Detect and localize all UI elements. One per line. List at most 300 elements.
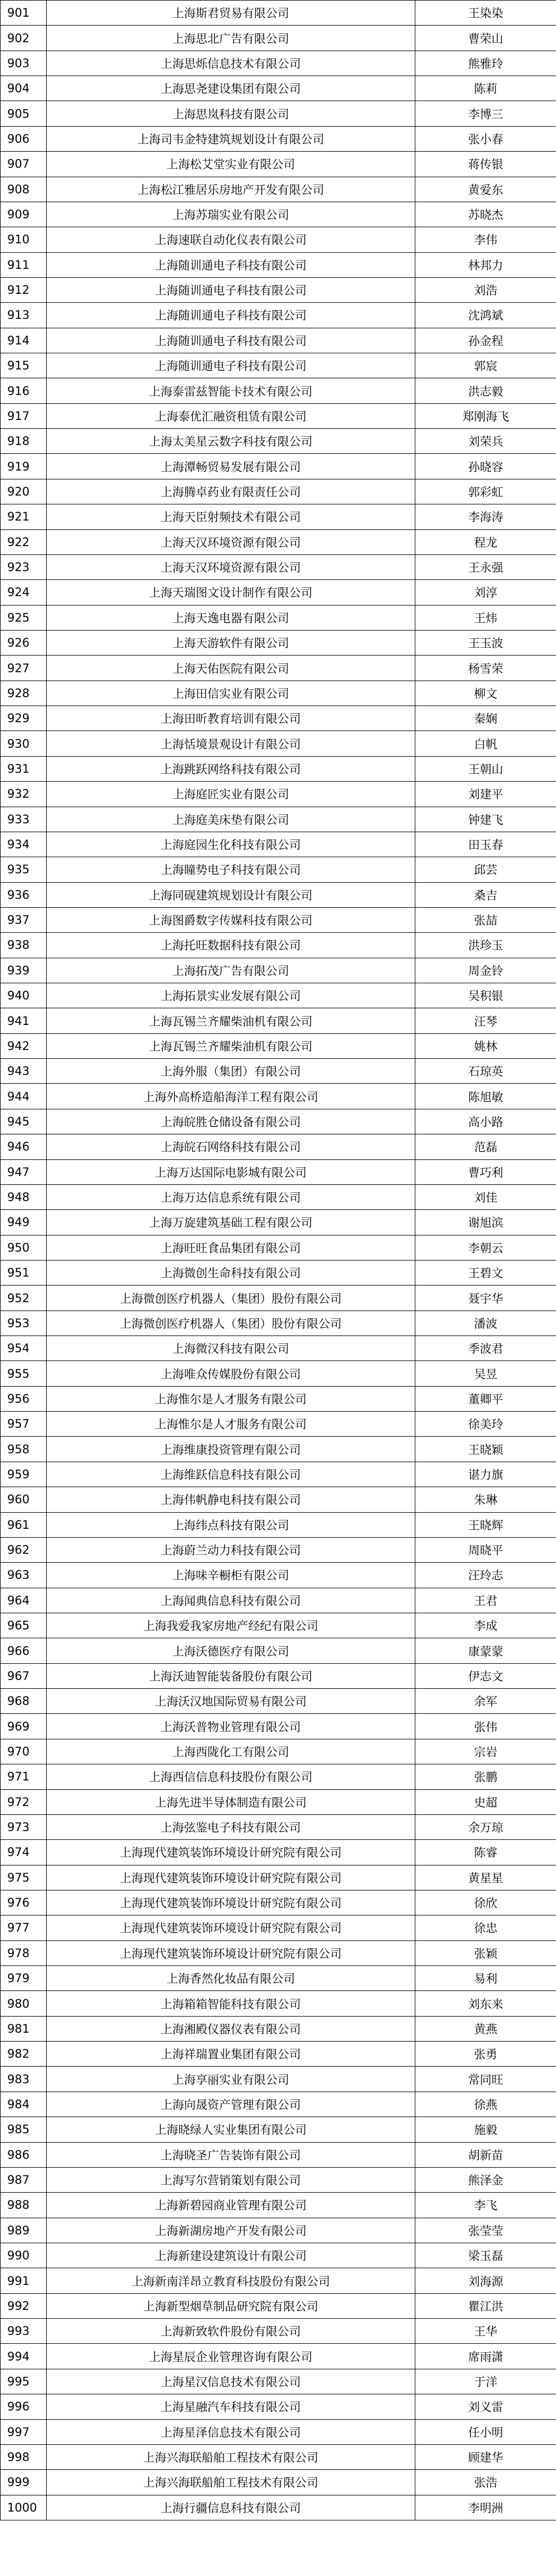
row-number-cell: 918: [1, 429, 47, 454]
row-number-cell: 984: [1, 2092, 47, 2117]
company-name-cell: 上海速联自动化仪表有限公司: [47, 227, 415, 252]
table-row: [1, 2142, 556, 2167]
company-name-cell: 上海新致软件股份有限公司: [47, 2319, 415, 2344]
contact-name-cell: 桑吉: [415, 882, 556, 907]
table-row: [1, 656, 556, 681]
table-row: [1, 857, 556, 882]
company-name-cell: 上海祥瑞置业集团有限公司: [47, 2042, 415, 2067]
company-name-cell: 上海随训通电子科技有限公司: [47, 353, 415, 378]
contact-name-cell: 杨雪荣: [415, 656, 556, 681]
row-number-cell: 952: [1, 1286, 47, 1310]
table-row: [1, 2268, 556, 2293]
contact-name-cell: 潘波: [415, 1310, 556, 1335]
contact-name-cell: 陈莉: [415, 76, 556, 101]
company-name-cell: 上海思尧建设集团有限公司: [47, 76, 415, 101]
table-row: [1, 1134, 556, 1159]
company-name-cell: 上海斯君贸易有限公司: [47, 1, 415, 26]
table-row: [1, 1437, 556, 1462]
row-number-cell: 982: [1, 2042, 47, 2067]
row-number-cell: 1000: [1, 2495, 47, 2520]
row-number-cell: 905: [1, 101, 47, 126]
table-row: [1, 882, 556, 907]
contact-name-cell: 秦娴: [415, 706, 556, 731]
row-number-cell: 912: [1, 277, 47, 302]
table-row: [1, 1739, 556, 1764]
contact-name-cell: 谌力旗: [415, 1462, 556, 1487]
table-row: [1, 1714, 556, 1739]
contact-name-cell: 席雨潇: [415, 2344, 556, 2369]
contact-name-cell: 史超: [415, 1789, 556, 1814]
table-row: [1, 2369, 556, 2394]
table-row: [1, 2470, 556, 2495]
table-row: [1, 907, 556, 932]
company-name-cell: 上海随训通电子科技有限公司: [47, 328, 415, 353]
contact-name-cell: 王玉波: [415, 630, 556, 655]
table-row: [1, 2067, 556, 2092]
contact-name-cell: 程龙: [415, 529, 556, 554]
table-row: [1, 252, 556, 277]
table-row: [1, 328, 556, 353]
contact-name-cell: 郭彩虹: [415, 479, 556, 504]
row-number-cell: 943: [1, 1059, 47, 1084]
row-number-cell: 941: [1, 1008, 47, 1033]
row-number-cell: 910: [1, 227, 47, 252]
row-number-cell: 989: [1, 2218, 47, 2243]
company-name-cell: 上海湘殿仪器仪表有限公司: [47, 2016, 415, 2041]
contact-name-cell: 徐忠: [415, 1915, 556, 1940]
row-number-cell: 995: [1, 2369, 47, 2394]
row-number-cell: 970: [1, 1739, 47, 1764]
row-number-cell: 924: [1, 580, 47, 605]
table-row: [1, 1512, 556, 1537]
contact-name-cell: 伊志文: [415, 1663, 556, 1688]
table-row: [1, 1689, 556, 1714]
row-number-cell: 959: [1, 1462, 47, 1487]
row-number-cell: 964: [1, 1588, 47, 1613]
company-name-cell: 上海闻典信息科技有限公司: [47, 1588, 415, 1613]
company-name-cell: 上海兴海联船舶工程技术有限公司: [47, 2444, 415, 2469]
contact-name-cell: 聂宇华: [415, 1286, 556, 1310]
company-name-cell: 上海皖石网络科技有限公司: [47, 1134, 415, 1159]
contact-name-cell: 孙晓容: [415, 454, 556, 479]
table-row: [1, 1915, 556, 1940]
table-row: [1, 2419, 556, 2444]
company-name-cell: 上海瞳势电子科技有限公司: [47, 857, 415, 882]
table-row: [1, 429, 556, 454]
contact-name-cell: 黄星星: [415, 1865, 556, 1890]
contact-name-cell: 洪志毅: [415, 378, 556, 403]
company-name-cell: 上海现代建筑装饰环境设计研究院有限公司: [47, 1915, 415, 1940]
contact-name-cell: 田玉春: [415, 832, 556, 857]
table-row: [1, 2117, 556, 2142]
contact-name-cell: 吴昱: [415, 1361, 556, 1386]
company-name-cell: 上海天瑞图文设计制作有限公司: [47, 580, 415, 605]
company-name-cell: 上海司韦金特建筑规划设计有限公司: [47, 126, 415, 151]
company-name-cell: 上海先进半导体制造有限公司: [47, 1789, 415, 1814]
row-number-cell: 969: [1, 1714, 47, 1739]
company-name-cell: 上海天逸电器有限公司: [47, 605, 415, 630]
table-row: [1, 529, 556, 554]
row-number-cell: 954: [1, 1336, 47, 1361]
row-number-cell: 915: [1, 353, 47, 378]
contact-name-cell: 白帆: [415, 731, 556, 756]
table-row: [1, 2394, 556, 2419]
table-row: [1, 681, 556, 706]
row-number-cell: 903: [1, 51, 47, 76]
table-row: [1, 1840, 556, 1865]
company-name-cell: 上海皖胜仓储设备有限公司: [47, 1109, 415, 1134]
contact-name-cell: 于洋: [415, 2369, 556, 2394]
table-row: [1, 1814, 556, 1839]
row-number-cell: 956: [1, 1386, 47, 1411]
table-row: [1, 630, 556, 655]
row-number-cell: 934: [1, 832, 47, 857]
row-number-cell: 974: [1, 1840, 47, 1865]
company-name-cell: 上海思烁信息技术有限公司: [47, 51, 415, 76]
row-number-cell: 946: [1, 1134, 47, 1159]
company-name-cell: 上海沃汉地国际贸易有限公司: [47, 1689, 415, 1714]
contact-name-cell: 熊雅玲: [415, 51, 556, 76]
company-name-cell: 上海维康投资管理有限公司: [47, 1437, 415, 1462]
company-name-cell: 上海西陇化工有限公司: [47, 1739, 415, 1764]
row-number-cell: 937: [1, 907, 47, 932]
company-name-cell: 上海新湖房地产开发有限公司: [47, 2218, 415, 2243]
contact-name-cell: 王君: [415, 1588, 556, 1613]
company-name-cell: 上海托旺数据科技有限公司: [47, 933, 415, 958]
table-row: [1, 378, 556, 403]
contact-name-cell: 张莹莹: [415, 2218, 556, 2243]
row-number-cell: 994: [1, 2344, 47, 2369]
table-row: [1, 731, 556, 756]
table-row: [1, 303, 556, 328]
row-number-cell: 975: [1, 1865, 47, 1890]
row-number-cell: 972: [1, 1789, 47, 1814]
contact-name-cell: 李博三: [415, 101, 556, 126]
table-row: [1, 1310, 556, 1335]
company-name-cell: 上海现代建筑装饰环境设计研究院有限公司: [47, 1865, 415, 1890]
table-row: [1, 152, 556, 177]
contact-name-cell: 刘淳: [415, 580, 556, 605]
contact-name-cell: 余万琼: [415, 1814, 556, 1839]
contact-name-cell: 王朝山: [415, 756, 556, 781]
row-number-cell: 976: [1, 1890, 47, 1915]
contact-name-cell: 张鹏: [415, 1764, 556, 1789]
contact-name-cell: 吴积银: [415, 983, 556, 1008]
row-number-cell: 931: [1, 756, 47, 781]
row-number-cell: 921: [1, 504, 47, 529]
row-number-cell: 963: [1, 1563, 47, 1588]
contact-name-cell: 李海涛: [415, 504, 556, 529]
table-row: [1, 983, 556, 1008]
contact-name-cell: 周金铃: [415, 958, 556, 983]
company-name-cell: 上海松江雅居乐房地产开发有限公司: [47, 177, 415, 202]
table-row: [1, 706, 556, 731]
row-number-cell: 919: [1, 454, 47, 479]
company-name-cell: 上海星汉信息技术有限公司: [47, 2369, 415, 2394]
table-row: [1, 1563, 556, 1588]
company-name-cell: 上海苏瑞实业有限公司: [47, 202, 415, 227]
table-row: [1, 807, 556, 832]
company-name-cell: 上海微创医疗机器人（集团）股份有限公司: [47, 1286, 415, 1310]
row-number-cell: 968: [1, 1689, 47, 1714]
contact-name-cell: 李伟: [415, 227, 556, 252]
row-number-cell: 902: [1, 26, 47, 51]
row-number-cell: 951: [1, 1260, 47, 1285]
contact-name-cell: 郑刚海飞: [415, 403, 556, 428]
contact-name-cell: 李飞: [415, 2193, 556, 2218]
table-row: [1, 832, 556, 857]
company-name-cell: 上海维跃信息科技有限公司: [47, 1462, 415, 1487]
contact-name-cell: 李成: [415, 1613, 556, 1638]
table-row: [1, 605, 556, 630]
company-name-cell: 上海庭园生化科技有限公司: [47, 832, 415, 857]
contact-name-cell: 汪琴: [415, 1008, 556, 1033]
row-number-cell: 965: [1, 1613, 47, 1638]
company-name-cell: 上海现代建筑装饰环境设计研究院有限公司: [47, 1940, 415, 1965]
table-row: [1, 2016, 556, 2041]
company-name-cell: 上海兴海联船舶工程技术有限公司: [47, 2470, 415, 2495]
contact-name-cell: 季波君: [415, 1336, 556, 1361]
company-name-cell: 上海我爱我家房地产经纪有限公司: [47, 1613, 415, 1638]
table-row: [1, 454, 556, 479]
row-number-cell: 990: [1, 2243, 47, 2268]
row-number-cell: 998: [1, 2444, 47, 2469]
table-row: [1, 504, 556, 529]
table-row: [1, 1235, 556, 1260]
row-number-cell: 980: [1, 1991, 47, 2016]
contact-name-cell: 宗岩: [415, 1739, 556, 1764]
table-row: [1, 2218, 556, 2243]
row-number-cell: 911: [1, 252, 47, 277]
row-number-cell: 979: [1, 1966, 47, 1991]
company-name-cell: 上海星泽信息技术有限公司: [47, 2419, 415, 2444]
row-number-cell: 916: [1, 378, 47, 403]
table-row: [1, 1663, 556, 1688]
table-row: [1, 782, 556, 807]
table-row: [1, 580, 556, 605]
contact-name-cell: 徐燕: [415, 2092, 556, 2117]
company-name-cell: 上海思北广告有限公司: [47, 26, 415, 51]
row-number-cell: 928: [1, 681, 47, 706]
contact-name-cell: 张小春: [415, 126, 556, 151]
row-number-cell: 936: [1, 882, 47, 907]
contact-name-cell: 谢旭滨: [415, 1210, 556, 1235]
company-name-cell: 上海瓦锡兰齐耀柴油机有限公司: [47, 1008, 415, 1033]
contact-name-cell: 石琼英: [415, 1059, 556, 1084]
company-name-cell: 上海伟帆静电科技有限公司: [47, 1487, 415, 1512]
contact-name-cell: 洪珍玉: [415, 933, 556, 958]
row-number-cell: 909: [1, 202, 47, 227]
table-row: [1, 2243, 556, 2268]
company-name-cell: 上海随训通电子科技有限公司: [47, 277, 415, 302]
table-row: [1, 1487, 556, 1512]
contact-name-cell: 徐欣: [415, 1890, 556, 1915]
table-body: [1, 1, 556, 2520]
company-name-cell: 上海万达国际电影城有限公司: [47, 1159, 415, 1184]
contact-name-cell: 汪玲志: [415, 1563, 556, 1588]
table-row: [1, 1613, 556, 1638]
table-row: [1, 1638, 556, 1663]
contact-name-cell: 余军: [415, 1689, 556, 1714]
contact-name-cell: 李明洲: [415, 2495, 556, 2520]
contact-name-cell: 范磊: [415, 1134, 556, 1159]
row-number-cell: 940: [1, 983, 47, 1008]
row-number-cell: 985: [1, 2117, 47, 2142]
row-number-cell: 907: [1, 152, 47, 177]
company-name-cell: 上海沃迪智能装备股份有限公司: [47, 1663, 415, 1688]
row-number-cell: 945: [1, 1109, 47, 1134]
contact-name-cell: 曹荣山: [415, 26, 556, 51]
company-name-cell: 上海天汉环境资源有限公司: [47, 554, 415, 579]
company-name-cell: 上海同砚建筑规划设计有限公司: [47, 882, 415, 907]
contact-name-cell: 常同旺: [415, 2067, 556, 2092]
row-number-cell: 988: [1, 2193, 47, 2218]
contact-name-cell: 邱芸: [415, 857, 556, 882]
table-row: [1, 1336, 556, 1361]
row-number-cell: 949: [1, 1210, 47, 1235]
company-name-cell: 上海天臣射频技术有限公司: [47, 504, 415, 529]
contact-name-cell: 张颖: [415, 1940, 556, 1965]
company-name-cell: 上海星辰企业管理咨询有限公司: [47, 2344, 415, 2369]
contact-name-cell: 周晓平: [415, 1537, 556, 1562]
table-row: [1, 1260, 556, 1285]
company-name-cell: 上海太美星云数字科技有限公司: [47, 429, 415, 454]
company-name-cell: 上海松艾堂实业有限公司: [47, 152, 415, 177]
row-number-cell: 993: [1, 2319, 47, 2344]
contact-name-cell: 黄爱东: [415, 177, 556, 202]
row-number-cell: 942: [1, 1033, 47, 1058]
table-row: [1, 202, 556, 227]
contact-name-cell: 任小明: [415, 2419, 556, 2444]
company-name-cell: 上海沃普物业管理有限公司: [47, 1714, 415, 1739]
company-name-cell: 上海箱箱智能科技有限公司: [47, 1991, 415, 2016]
row-number-cell: 923: [1, 554, 47, 579]
table-row: [1, 126, 556, 151]
table-row: [1, 1890, 556, 1915]
company-name-cell: 上海行疆信息科技有限公司: [47, 2495, 415, 2520]
table-row: [1, 101, 556, 126]
company-name-cell: 上海泰雷兹智能卡技术有限公司: [47, 378, 415, 403]
company-name-cell: 上海外高桥造船海洋工程有限公司: [47, 1084, 415, 1109]
company-name-cell: 上海现代建筑装饰环境设计研究院有限公司: [47, 1890, 415, 1915]
row-number-cell: 987: [1, 2167, 47, 2192]
row-number-cell: 926: [1, 630, 47, 655]
table-row: [1, 1286, 556, 1310]
row-number-cell: 996: [1, 2394, 47, 2419]
row-number-cell: 927: [1, 656, 47, 681]
contact-name-cell: 胡新苗: [415, 2142, 556, 2167]
table-row: [1, 2344, 556, 2369]
contact-name-cell: 姚林: [415, 1033, 556, 1058]
contact-name-cell: 王染染: [415, 1, 556, 26]
company-name-cell: 上海微汉科技有限公司: [47, 1336, 415, 1361]
contact-name-cell: 王晓颖: [415, 1437, 556, 1462]
table-row: [1, 277, 556, 302]
table-row: [1, 1966, 556, 1991]
company-name-cell: 上海写尔营销策划有限公司: [47, 2167, 415, 2192]
company-name-cell: 上海庭美床垫有限公司: [47, 807, 415, 832]
contact-name-cell: 顾建华: [415, 2444, 556, 2469]
contact-name-cell: 张喆: [415, 907, 556, 932]
contact-name-cell: 王碧文: [415, 1260, 556, 1285]
table-row: [1, 2319, 556, 2344]
contact-name-cell: 张伟: [415, 1714, 556, 1739]
company-name-cell: 上海思岚科技有限公司: [47, 101, 415, 126]
row-number-cell: 950: [1, 1235, 47, 1260]
company-name-cell: 上海外服（集团）有限公司: [47, 1059, 415, 1084]
company-name-cell: 上海惟尔是人才服务有限公司: [47, 1412, 415, 1437]
company-name-cell: 上海新建设建筑设计有限公司: [47, 2243, 415, 2268]
row-number-cell: 906: [1, 126, 47, 151]
row-number-cell: 932: [1, 782, 47, 807]
table-row: [1, 1184, 556, 1209]
contact-name-cell: 林邦力: [415, 252, 556, 277]
row-number-cell: 935: [1, 857, 47, 882]
row-number-cell: 929: [1, 706, 47, 731]
company-name-cell: 上海天汉环境资源有限公司: [47, 529, 415, 554]
table-row: [1, 1159, 556, 1184]
table-row: [1, 958, 556, 983]
table-row: [1, 1008, 556, 1033]
table-row: [1, 1940, 556, 1965]
table-row: [1, 1865, 556, 1890]
row-number-cell: 999: [1, 2470, 47, 2495]
table-row: [1, 1462, 556, 1487]
company-name-cell: 上海味辛橱柜有限公司: [47, 1563, 415, 1588]
table-row: [1, 1361, 556, 1386]
table-row: [1, 756, 556, 781]
company-name-cell: 上海晓绿人实业集团有限公司: [47, 2117, 415, 2142]
row-number-cell: 908: [1, 177, 47, 202]
company-name-cell: 上海万旋建筑基础工程有限公司: [47, 1210, 415, 1235]
company-name-cell: 上海新南洋昂立教育科技股份有限公司: [47, 2268, 415, 2293]
table-row: [1, 1789, 556, 1814]
row-number-cell: 948: [1, 1184, 47, 1209]
company-name-cell: 上海沃德医疗有限公司: [47, 1638, 415, 1663]
row-number-cell: 933: [1, 807, 47, 832]
table-row: [1, 1412, 556, 1437]
table-row: [1, 2495, 556, 2520]
row-number-cell: 997: [1, 2419, 47, 2444]
row-number-cell: 962: [1, 1537, 47, 1562]
company-name-cell: 上海微创生命科技有限公司: [47, 1260, 415, 1285]
company-name-cell: 上海享丽实业有限公司: [47, 2067, 415, 2092]
table-row: [1, 2444, 556, 2469]
company-name-cell: 上海唯众传媒股份有限公司: [47, 1361, 415, 1386]
row-number-cell: 971: [1, 1764, 47, 1789]
table-row: [1, 26, 556, 51]
contact-name-cell: 瞿江洪: [415, 2293, 556, 2318]
row-number-cell: 961: [1, 1512, 47, 1537]
company-name-cell: 上海田昕教育培训有限公司: [47, 706, 415, 731]
table-row: [1, 479, 556, 504]
contact-name-cell: 王永强: [415, 554, 556, 579]
contact-name-cell: 陈旭敏: [415, 1084, 556, 1109]
company-name-cell: 上海香然化妆品有限公司: [47, 1966, 415, 1991]
row-number-cell: 986: [1, 2142, 47, 2167]
company-name-cell: 上海新碧园商业管理有限公司: [47, 2193, 415, 2218]
row-number-cell: 955: [1, 1361, 47, 1386]
company-name-cell: 上海弦鉴电子科技有限公司: [47, 1814, 415, 1839]
table-row: [1, 76, 556, 101]
company-name-cell: 上海天佑医院有限公司: [47, 656, 415, 681]
contact-name-cell: 熊泽金: [415, 2167, 556, 2192]
company-name-cell: 上海拓景实业发展有限公司: [47, 983, 415, 1008]
row-number-cell: 991: [1, 2268, 47, 2293]
table-row: [1, 51, 556, 76]
contact-name-cell: 苏晓杰: [415, 202, 556, 227]
table-row: [1, 1059, 556, 1084]
